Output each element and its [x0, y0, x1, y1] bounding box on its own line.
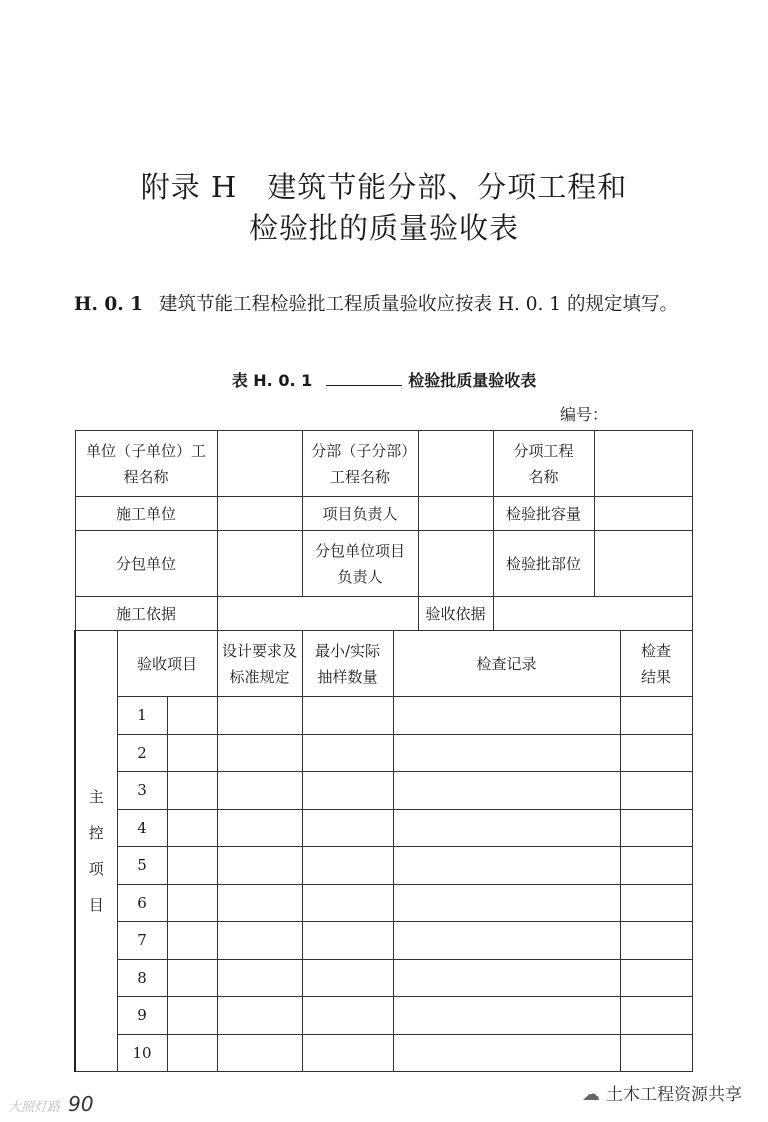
item-name-cell[interactable] [167, 922, 217, 960]
design-requirement-cell[interactable] [217, 734, 302, 772]
item-number: 1 [117, 697, 167, 735]
header-row-2 [75, 497, 692, 531]
sampling-quantity-cell[interactable] [302, 809, 393, 847]
sampling-quantity-cell[interactable] [302, 734, 393, 772]
sampling-quantity-cell[interactable] [302, 884, 393, 922]
inspection-result-cell[interactable] [620, 884, 692, 922]
table-caption [0, 368, 768, 391]
construction-basis-value[interactable] [217, 597, 418, 631]
column-header-row [75, 631, 692, 697]
col-acceptance-item: 验收项目 [117, 631, 217, 697]
page-number: 90 [68, 1092, 94, 1116]
col-sampling-quantity: 最小/实际抽样数量 [302, 631, 393, 697]
inspection-result-cell[interactable] [620, 847, 692, 885]
inspection-record-cell[interactable] [393, 959, 620, 997]
appendix-title-line-2: 检验批的质量验收表 [248, 211, 519, 245]
table-caption-suffix: 检验批质量验收表 [408, 371, 537, 390]
item-number: 9 [117, 997, 167, 1035]
inspection-result-cell[interactable] [620, 772, 692, 810]
main-control-items-text: 主 控 项 目 [88, 788, 104, 914]
inspection-record-cell[interactable] [393, 847, 620, 885]
design-requirement-cell[interactable] [217, 772, 302, 810]
table-row [75, 997, 692, 1035]
item-number: 10 [117, 1034, 167, 1072]
inspection-result-cell[interactable] [620, 697, 692, 735]
design-requirement-cell[interactable] [217, 1034, 302, 1072]
table-row [75, 772, 692, 810]
table-row [75, 697, 692, 735]
project-lead-label: 项目负责人 [302, 497, 418, 531]
design-requirement-cell[interactable] [217, 922, 302, 960]
design-requirement-cell[interactable] [217, 959, 302, 997]
subitem-project-name-label: 分项工程名称 [493, 431, 594, 497]
clause-number: H. 0. 1 [74, 294, 143, 315]
inspection-record-cell[interactable] [393, 697, 620, 735]
sampling-quantity-cell[interactable] [302, 997, 393, 1035]
subcontractor-value[interactable] [217, 531, 302, 597]
sampling-quantity-cell[interactable] [302, 1034, 393, 1072]
clause-paragraph [74, 288, 694, 322]
item-number: 6 [117, 884, 167, 922]
item-number: 8 [117, 959, 167, 997]
header-row-3 [75, 531, 692, 597]
clause-text: 建筑节能工程检验批工程质量验收应按表 H. 0. 1 的规定填写。 [159, 294, 678, 315]
batch-capacity-label: 检验批容量 [493, 497, 594, 531]
design-requirement-cell[interactable] [217, 884, 302, 922]
item-number: 3 [117, 772, 167, 810]
inspection-result-cell[interactable] [620, 959, 692, 997]
appendix-title-line-1: 附录 H 建筑节能分部、分项工程和 [140, 170, 628, 204]
division-project-name-value[interactable] [418, 431, 493, 497]
watermark-text: 大照灯路 [8, 1100, 61, 1115]
sampling-quantity-cell[interactable] [302, 697, 393, 735]
table-row [75, 734, 692, 772]
col-design-requirement: 设计要求及标准规定 [217, 631, 302, 697]
inspection-record-cell[interactable] [393, 734, 620, 772]
project-lead-value[interactable] [418, 497, 493, 531]
caption-blank-line [326, 371, 402, 386]
item-name-cell[interactable] [167, 1034, 217, 1072]
table-row [75, 1034, 692, 1072]
inspection-result-cell[interactable] [620, 997, 692, 1035]
table-row [75, 809, 692, 847]
inspection-record-cell[interactable] [393, 997, 620, 1035]
batch-location-label: 检验批部位 [493, 531, 594, 597]
header-row-4 [75, 597, 692, 631]
contractor-label: 施工单位 [75, 497, 217, 531]
item-number: 4 [117, 809, 167, 847]
construction-basis-label: 施工依据 [75, 597, 217, 631]
item-number: 5 [117, 847, 167, 885]
item-number: 2 [117, 734, 167, 772]
acceptance-basis-label: 验收依据 [418, 597, 493, 631]
contractor-value[interactable] [217, 497, 302, 531]
inspection-result-cell[interactable] [620, 809, 692, 847]
item-name-cell[interactable] [167, 959, 217, 997]
design-requirement-cell[interactable] [217, 847, 302, 885]
item-name-cell[interactable] [167, 772, 217, 810]
design-requirement-cell[interactable] [217, 809, 302, 847]
source-credit-text: 土木工程资源共享 [606, 1085, 742, 1105]
table-row [75, 847, 692, 885]
sampling-quantity-cell[interactable] [302, 772, 393, 810]
item-name-cell[interactable] [167, 697, 217, 735]
footer-page [8, 1092, 94, 1116]
unit-project-name-value[interactable] [217, 431, 302, 497]
inspection-result-cell[interactable] [620, 1034, 692, 1072]
sampling-quantity-cell[interactable] [302, 847, 393, 885]
inspection-record-cell[interactable] [393, 1034, 620, 1072]
sampling-quantity-cell[interactable] [302, 922, 393, 960]
sub-project-lead-label: 分包单位项目负责人 [302, 531, 418, 597]
item-number: 7 [117, 922, 167, 960]
inspection-result-cell[interactable] [620, 922, 692, 960]
inspection-record-cell[interactable] [393, 922, 620, 960]
main-control-items-label [75, 631, 117, 1072]
design-requirement-cell[interactable] [217, 997, 302, 1035]
batch-location-value[interactable] [594, 531, 692, 597]
wechat-icon: ☁ [582, 1084, 600, 1105]
inspection-result-cell[interactable] [620, 734, 692, 772]
unit-project-name-label: 单位（子单位）工程名称 [75, 431, 217, 497]
table-row [75, 884, 692, 922]
inspection-record-cell[interactable] [393, 772, 620, 810]
sub-project-lead-value[interactable] [418, 531, 493, 597]
table-caption-label: 表 H. 0. 1 [231, 371, 313, 390]
header-row-1 [75, 431, 692, 497]
inspection-record-cell[interactable] [393, 809, 620, 847]
inspection-batch-form [74, 430, 693, 1072]
item-name-cell[interactable] [167, 884, 217, 922]
table-row [75, 959, 692, 997]
col-inspection-result: 检查结果 [620, 631, 692, 697]
col-inspection-record: 检查记录 [393, 631, 620, 697]
form-number-label: 编号： [560, 405, 609, 424]
source-credit [582, 1080, 742, 1105]
item-name-cell[interactable] [167, 734, 217, 772]
design-requirement-cell[interactable] [217, 697, 302, 735]
inspection-record-cell[interactable] [393, 884, 620, 922]
division-project-name-label: 分部（子分部）工程名称 [302, 431, 418, 497]
subcontractor-label: 分包单位 [75, 531, 217, 597]
sampling-quantity-cell[interactable] [302, 959, 393, 997]
item-name-cell[interactable] [167, 809, 217, 847]
item-name-cell[interactable] [167, 847, 217, 885]
subitem-project-name-value[interactable] [594, 431, 692, 497]
acceptance-basis-value[interactable] [493, 597, 692, 631]
table-row [75, 922, 692, 960]
batch-capacity-value[interactable] [594, 497, 692, 531]
item-name-cell[interactable] [167, 997, 217, 1035]
